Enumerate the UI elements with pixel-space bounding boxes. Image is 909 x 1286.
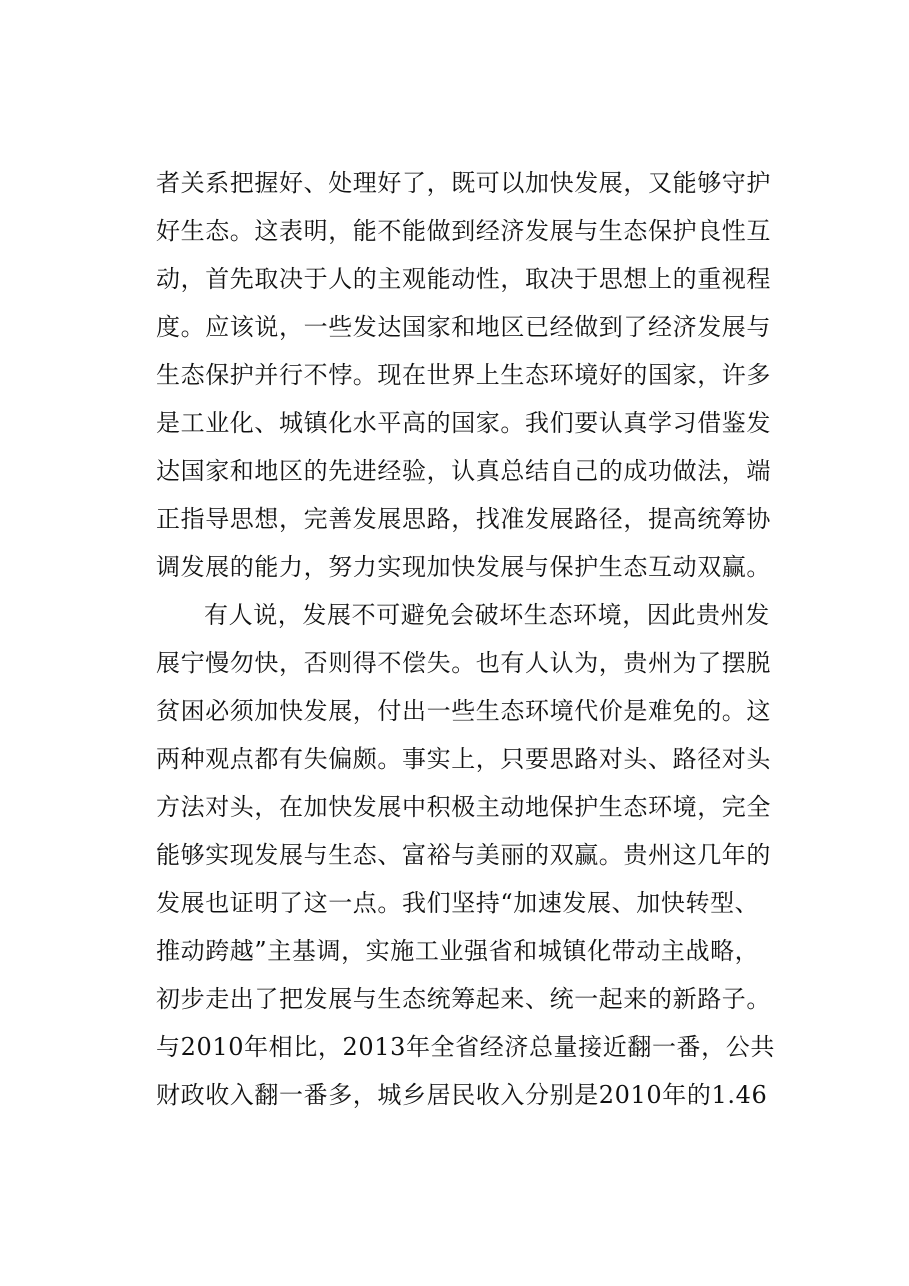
text-line: 生态保护并行不悖。现在世界上生态环境好的国家，许多: [156, 361, 771, 389]
text-line: 展宁慢勿快，否则得不偿失。也有人认为，贵州为了摆脱: [156, 649, 771, 677]
text-line: 与2010年相比，2013年全省经济总量接近翻一番，公共: [156, 1033, 775, 1061]
text-line: 有人说，发展不可避免会破坏生态环境，因此贵州发: [204, 601, 770, 629]
body-text: [156, 162, 775, 1122]
paragraph-1: [156, 162, 771, 594]
text-line: 两种观点都有失偏颇。事实上，只要思路对头、路径对头: [156, 745, 771, 773]
paragraph-2: [156, 594, 775, 1122]
text-line: 方法对头，在加快发展中积极主动地保护生态环境，完全: [156, 793, 771, 821]
text-line: 发展也证明了这一点。我们坚持“加速发展、加快转型、: [156, 889, 760, 917]
text-line: 达国家和地区的先进经验，认真总结自己的成功做法，端: [156, 457, 771, 485]
text-line: 度。应该说，一些发达国家和地区已经做到了经济发展与: [156, 313, 771, 341]
text-line: 好生态。这表明，能不能做到经济发展与生态保护良性互: [156, 217, 771, 245]
text-line: 正指导思想，完善发展思路，找准发展路径，提高统筹协: [156, 505, 771, 533]
text-line: 是工业化、城镇化水平高的国家。我们要认真学习借鉴发: [156, 409, 771, 437]
text-line: 者关系把握好、处理好了，既可以加快发展，又能够守护: [156, 169, 771, 197]
text-line: 财政收入翻一番多，城乡居民收入分别是2010年的1.46: [156, 1081, 768, 1109]
text-line: 能够实现发展与生态、富裕与美丽的双赢。贵州这几年的: [156, 841, 771, 869]
text-line: 动，首先取决于人的主观能动性，取决于思想上的重视程: [156, 265, 771, 293]
text-line: 初步走出了把发展与生态统筹起来、统一起来的新路子。: [156, 985, 771, 1013]
text-line: 调发展的能力，努力实现加快发展与保护生态互动双赢。: [156, 553, 771, 581]
text-line: 推动跨越”主基调，实施工业强省和城镇化带动主战略，: [156, 937, 760, 965]
text-line: 贫困必须加快发展，付出一些生态环境代价是难免的。这: [156, 697, 771, 725]
